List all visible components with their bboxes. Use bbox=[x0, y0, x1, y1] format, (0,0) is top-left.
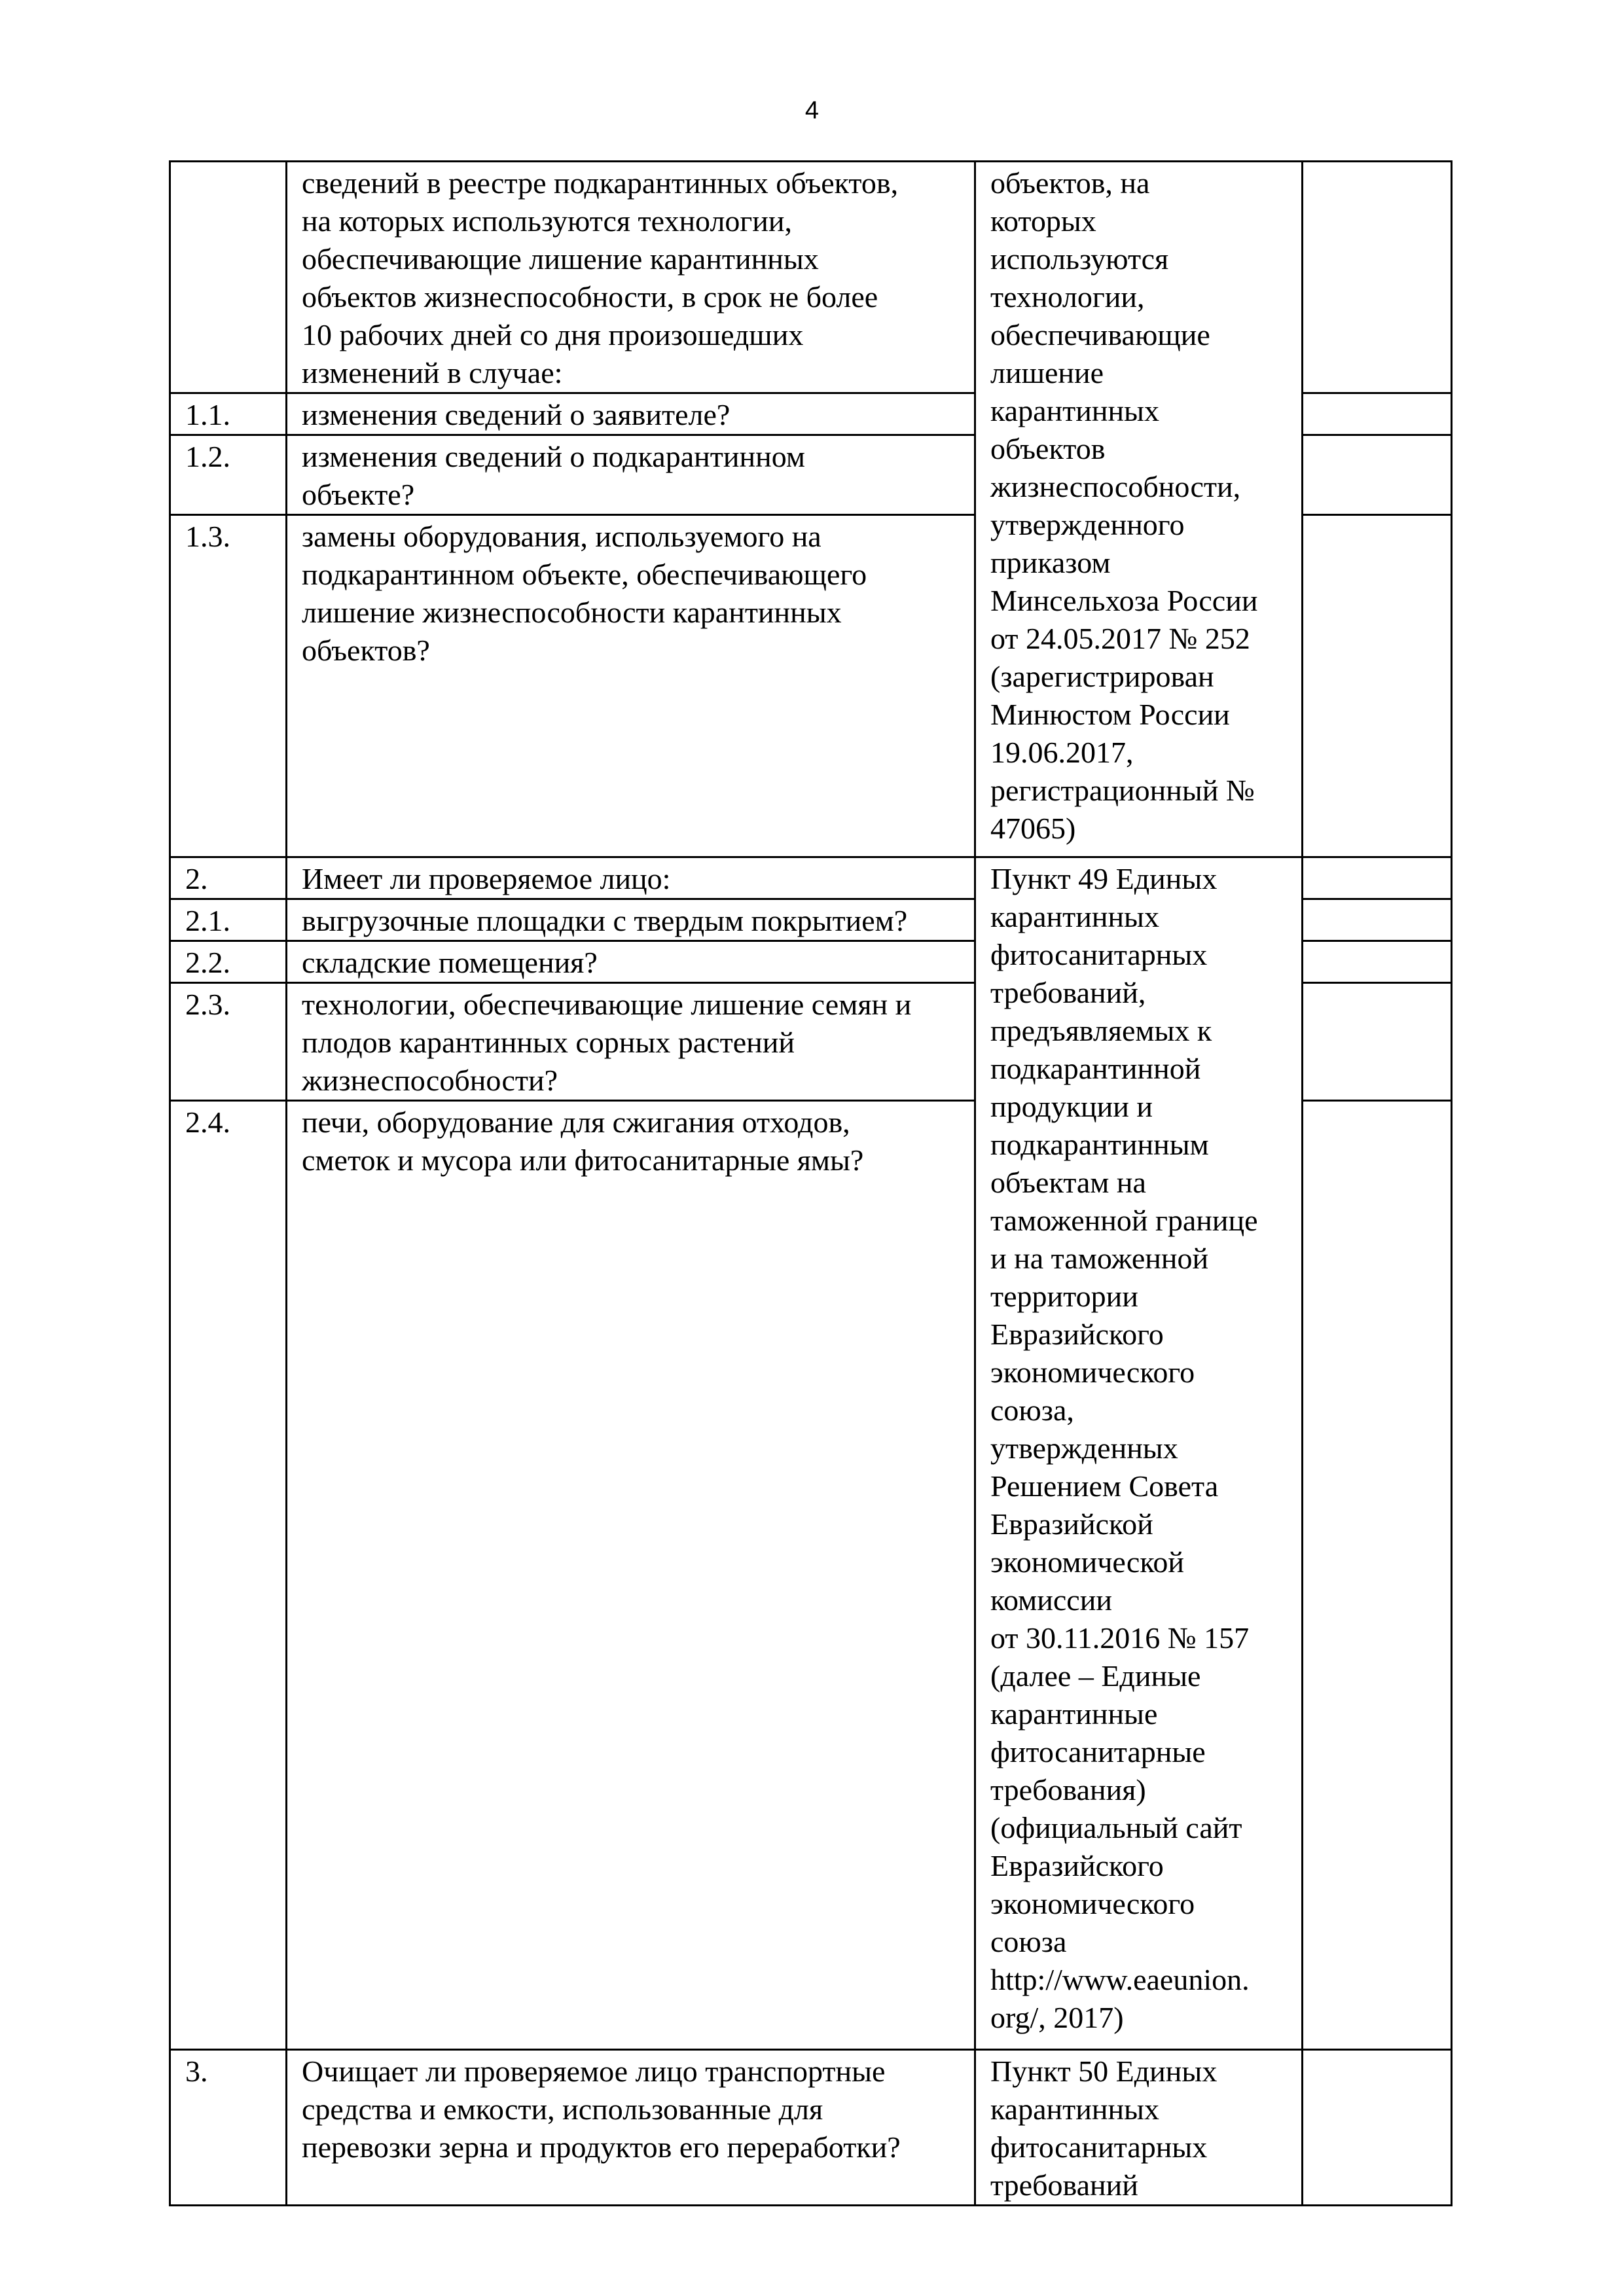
reference-line: и на таможенной bbox=[990, 1242, 1209, 1275]
question-cell bbox=[287, 857, 975, 899]
question-line: обеспечивающие лишение карантинных bbox=[302, 242, 819, 276]
reference-line: жизнеспособности, bbox=[990, 470, 1241, 503]
question-line: сведений в реестре подкарантинных объектов, bbox=[302, 166, 899, 200]
reference-line: технологии, bbox=[990, 280, 1145, 314]
answer-cell[interactable] bbox=[1303, 899, 1452, 941]
reference-line: требований bbox=[990, 2168, 1138, 2202]
reference-line: Пункт 50 Единых bbox=[990, 2054, 1218, 2088]
question-line: технологии, обеспечивающие лишение семян и bbox=[302, 988, 912, 1021]
question-line: Очищает ли проверяемое лицо транспортные bbox=[302, 2054, 886, 2088]
question-cell bbox=[287, 515, 975, 857]
question-cell bbox=[287, 393, 975, 435]
reference-line: http://www.eaeunion. bbox=[990, 1963, 1250, 1996]
question-line: средства и емкости, использованные для bbox=[302, 2092, 823, 2126]
answer-cell[interactable] bbox=[1303, 857, 1452, 899]
question-cell bbox=[287, 2050, 975, 2206]
question-line: складские помещения? bbox=[302, 946, 598, 979]
reference-line: (зарегистрирован bbox=[990, 660, 1214, 693]
question-line: подкарантинном объекте, обеспечивающего bbox=[302, 558, 867, 591]
reference-line: org/, 2017) bbox=[990, 2001, 1124, 2034]
reference-line: Пункт 49 Единых bbox=[990, 862, 1218, 895]
reference-line: используются bbox=[990, 242, 1169, 276]
reference-line: требования) bbox=[990, 1773, 1146, 1806]
question-cell bbox=[287, 983, 975, 1101]
reference-line: лишение bbox=[990, 356, 1104, 389]
row-number bbox=[170, 162, 287, 393]
reference-line: приказом bbox=[990, 546, 1111, 579]
reference-line: объектов, на bbox=[990, 166, 1150, 200]
reference-line: Минюстом России bbox=[990, 698, 1230, 731]
row-number: 2.4. bbox=[170, 1101, 287, 2050]
reference-line: (далее – Единые bbox=[990, 1659, 1201, 1693]
question-line: изменения сведений о подкарантинном bbox=[302, 440, 805, 473]
question-cell bbox=[287, 435, 975, 515]
question-line: объектов? bbox=[302, 634, 430, 667]
question-line: на которых используются технологии, bbox=[302, 204, 793, 238]
table-row bbox=[170, 162, 1452, 393]
question-cell bbox=[287, 1101, 975, 2050]
reference-line: 47065) bbox=[990, 812, 1076, 845]
reference-line: союза, bbox=[990, 1393, 1074, 1427]
reference-line: комиссии bbox=[990, 1583, 1112, 1617]
answer-cell[interactable] bbox=[1303, 2050, 1452, 2206]
reference-line: регистрационный № bbox=[990, 774, 1255, 807]
answer-cell[interactable] bbox=[1303, 515, 1452, 857]
reference-line: обеспечивающие bbox=[990, 318, 1210, 351]
reference-line: карантинных bbox=[990, 2092, 1159, 2126]
reference-line: фитосанитарные bbox=[990, 1735, 1206, 1768]
row-number: 1.3. bbox=[170, 515, 287, 857]
question-line: жизнеспособности? bbox=[302, 1064, 558, 1097]
reference-line: фитосанитарных bbox=[990, 938, 1208, 971]
reference-line: Евразийской bbox=[990, 1507, 1153, 1541]
question-line: лишение жизнеспособности карантинных bbox=[302, 596, 842, 629]
page-number: 4 bbox=[804, 97, 820, 124]
reference-line: предъявляемых к bbox=[990, 1014, 1212, 1047]
question-line: 10 рабочих дней со дня произошедших bbox=[302, 318, 804, 351]
checklist-table bbox=[169, 160, 1453, 2206]
reference-line: подкарантинной bbox=[990, 1052, 1201, 1085]
question-line: плодов карантинных сорных растений bbox=[302, 1026, 795, 1059]
table-row bbox=[170, 2050, 1452, 2206]
reference-line: карантинные bbox=[990, 1697, 1158, 1731]
reference-line: таможенной границе bbox=[990, 1204, 1258, 1237]
reference-line: территории bbox=[990, 1280, 1138, 1313]
reference-line: объектов bbox=[990, 432, 1106, 465]
reference-line: экономической bbox=[990, 1545, 1184, 1579]
reference-line: 19.06.2017, bbox=[990, 736, 1134, 769]
legal-reference-cell bbox=[975, 162, 1303, 857]
question-line: выгрузочные площадки с твердым покрытием? bbox=[302, 904, 908, 937]
question-line: Имеет ли проверяемое лицо: bbox=[302, 862, 671, 895]
legal-reference-cell bbox=[975, 857, 1303, 2050]
answer-cell[interactable] bbox=[1303, 435, 1452, 515]
answer-cell[interactable] bbox=[1303, 393, 1452, 435]
question-line: изменения сведений о заявителе? bbox=[302, 398, 731, 431]
question-line: печи, оборудование для сжигания отходов, bbox=[302, 1105, 850, 1139]
row-number: 2.3. bbox=[170, 983, 287, 1101]
reference-line: Евразийского bbox=[990, 1849, 1164, 1882]
reference-line: продукции и bbox=[990, 1090, 1153, 1123]
reference-line: утвержденных bbox=[990, 1431, 1178, 1465]
answer-cell[interactable] bbox=[1303, 983, 1452, 1101]
reference-line: Решением Совета bbox=[990, 1469, 1219, 1503]
question-line: сметок и мусора или фитосанитарные ямы? bbox=[302, 1143, 864, 1177]
reference-line: утвержденного bbox=[990, 508, 1185, 541]
reference-line: экономического bbox=[990, 1887, 1195, 1920]
question-cell bbox=[287, 162, 975, 393]
reference-line: Минсельхоза России bbox=[990, 584, 1258, 617]
row-number: 2.1. bbox=[170, 899, 287, 941]
reference-line: объектам на bbox=[990, 1166, 1146, 1199]
answer-cell[interactable] bbox=[1303, 941, 1452, 983]
reference-line: фитосанитарных bbox=[990, 2130, 1208, 2164]
reference-line: Евразийского bbox=[990, 1318, 1164, 1351]
table-row bbox=[170, 857, 1452, 899]
question-cell bbox=[287, 941, 975, 983]
question-line: изменений в случае: bbox=[302, 356, 563, 389]
reference-line: требований, bbox=[990, 976, 1146, 1009]
row-number: 1.2. bbox=[170, 435, 287, 515]
answer-cell[interactable] bbox=[1303, 162, 1452, 393]
reference-line: карантинных bbox=[990, 394, 1159, 427]
question-line: объекте? bbox=[302, 478, 415, 511]
answer-cell[interactable] bbox=[1303, 1101, 1452, 2050]
reference-line: карантинных bbox=[990, 900, 1159, 933]
reference-line: которых bbox=[990, 204, 1096, 238]
question-line: перевозки зерна и продуктов его переработки? bbox=[302, 2130, 901, 2164]
question-line: замены оборудования, используемого на bbox=[302, 520, 821, 553]
reference-line: экономического bbox=[990, 1355, 1195, 1389]
row-number: 3. bbox=[170, 2050, 287, 2206]
row-number: 1.1. bbox=[170, 393, 287, 435]
reference-line: (официальный сайт bbox=[990, 1811, 1242, 1844]
reference-line: союза bbox=[990, 1925, 1067, 1958]
legal-reference-cell bbox=[975, 2050, 1303, 2206]
reference-line: от 24.05.2017 № 252 bbox=[990, 622, 1250, 655]
question-cell bbox=[287, 899, 975, 941]
row-number: 2. bbox=[170, 857, 287, 899]
reference-line: от 30.11.2016 № 157 bbox=[990, 1621, 1250, 1655]
question-line: объектов жизнеспособности, в срок не более bbox=[302, 280, 878, 314]
reference-line: подкарантинным bbox=[990, 1128, 1209, 1161]
row-number: 2.2. bbox=[170, 941, 287, 983]
